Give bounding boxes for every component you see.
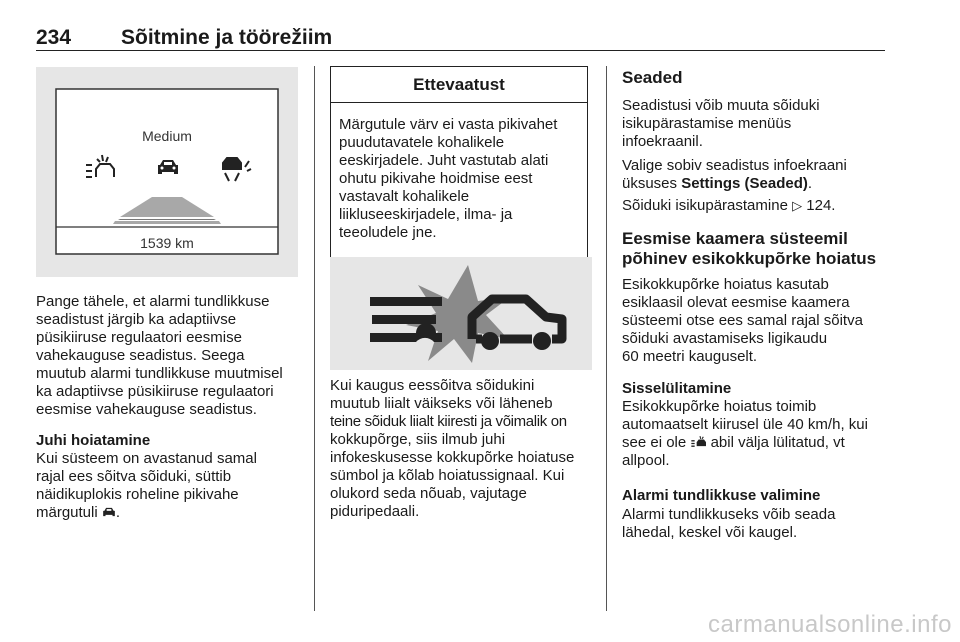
page-reference: 124. (806, 197, 836, 214)
text-line: allpool. (622, 452, 670, 469)
column-divider-2 (606, 66, 607, 611)
header-rule (36, 50, 885, 51)
paragraph-settings-select (622, 157, 892, 193)
watermark: carmanualsonline.info (708, 611, 952, 638)
caution-title: Ettevaatust (331, 67, 587, 103)
text-line: Valige sobiv seadistus infoekraani (622, 157, 847, 174)
text-line: muutub alarmi tundlikkuse muutmisel (36, 365, 283, 382)
text-line: sümbol ja kõlab hoiatussignaal. Kui (330, 467, 565, 484)
arrow-reference-icon: ▷ (792, 198, 803, 213)
text-line: . (115, 504, 121, 521)
caution-text (331, 103, 587, 242)
subheading-sensitivity: Alarmi tundlikkuse valimine (622, 487, 821, 504)
cross-reference (622, 197, 892, 215)
paragraph-activation (622, 398, 892, 470)
text-line: vahekauguse seadistus. Seega (36, 347, 245, 364)
display-illustration (36, 67, 298, 277)
text-line: sõiduki avastamiseks ligikaudu (622, 330, 828, 347)
text-line: Sõiduki isikupärastamine (622, 197, 788, 214)
subheading-activation: Sisselülitamine (622, 380, 732, 397)
text-line: Pange tähele, et alarmi tundlikkuse (36, 293, 270, 310)
text-line: Kui kaugus eessõitva sõidukini (330, 377, 535, 394)
car-left-icon (370, 297, 442, 342)
text-line: esiklaasil olevat eesmise kaamera (622, 294, 850, 311)
text-line: see ei ole (622, 434, 687, 451)
text-line: lähedal, keskel või kaugel. (622, 524, 798, 541)
odometer-readout: 1539 km (140, 235, 194, 251)
column-divider-1 (314, 66, 315, 611)
heading-settings: Seaded (622, 68, 683, 87)
collision-warning-illustration (330, 257, 592, 370)
paragraph-sensitivity-note (36, 293, 308, 419)
text-line: Esikokkupõrke hoiatus toimib (622, 398, 817, 415)
text-line: Eesmise kaamera süsteemil (622, 229, 848, 248)
text-line: 60 meetri kauguselt. (622, 348, 758, 365)
text-line: kokkupõrge, siis ilmub juhi (330, 431, 506, 448)
text-line: ohutu pikivahe hoidmise eest (339, 170, 533, 187)
text-line: infokeskusesse kokkupõrke hoiatuse (330, 449, 575, 466)
mode-label: Medium (142, 128, 192, 144)
text-line: püsikiiruse regulaatori eesmise (36, 329, 242, 346)
page-number: 234 (36, 26, 72, 49)
text-line: üksuses (622, 175, 682, 192)
caution-box (330, 66, 588, 261)
text-line: liikluseeskirjadele, ilma- ja (339, 206, 513, 223)
text-line: Alarmi tundlikkuseks võib seada (622, 506, 836, 523)
text-line: abil välja lülitatud, vt (710, 434, 845, 451)
text-line: Esikokkupõrke hoiatus kasutab (622, 276, 829, 293)
text-line: näidikuplokis roheline pikivahe (36, 486, 239, 503)
text-line: infoekraanil. (622, 133, 703, 150)
text-line: Kui süsteem on avastanud samal (36, 450, 257, 467)
text-line: Märgutule värv ei vasta pikivahet (339, 116, 558, 133)
heading-forward-collision (622, 229, 892, 269)
text-line: rajal ees sõitva sõiduki, süttib (36, 468, 232, 485)
text-line: teine sõiduk liialt kiiresti ja võimalik on (330, 413, 567, 430)
text-line: eesmise vahekauguse seadistus. (36, 401, 257, 418)
text-line: seadistust järgib ka adaptiivse (36, 311, 237, 328)
text-line: piduripedaali. (330, 503, 420, 520)
text-line: isikupärastamise menüüs (622, 115, 792, 132)
paragraph-sensitivity (622, 506, 892, 542)
text-line: muutub liialt väikseks või läheneb (330, 395, 553, 412)
page-header (36, 26, 885, 50)
text-line: eeskirjadele. Juht vastutab alati (339, 152, 549, 169)
vehicle-ahead-icon (102, 506, 116, 518)
text-line: automaatselt kiirusel üle 40 km/h, kui (622, 416, 868, 433)
paragraph-driver-alert (36, 450, 308, 522)
paragraph-forward-collision (622, 276, 892, 366)
text-line: teeoludele jne. (339, 224, 437, 241)
text-line: . (807, 175, 813, 192)
text-line: märgutuli (36, 504, 98, 521)
text-line: olukord seda nõuab, vajutage (330, 485, 527, 502)
page-title: Sõitmine ja töörežiim (121, 26, 333, 49)
text-line: ka adaptiivse püsikiiruse regulaatori (36, 383, 274, 400)
text-line: Seadistusi võib muuta sõiduki (622, 97, 820, 114)
text-line: süsteemi otse ees samal rajal sõitva (622, 312, 863, 329)
paragraph-settings (622, 97, 892, 151)
paragraph-collision-warning (330, 377, 598, 521)
text-line: puudutavatele kohalikele (339, 134, 505, 151)
text-line: vastavalt kohalikele (339, 188, 470, 205)
text-line: põhinev esikokkupõrke hoiatus (622, 249, 877, 268)
subheading-driver-alert: Juhi hoiatamine (36, 432, 151, 449)
collision-alert-switch-icon (690, 435, 706, 448)
menu-reference: Settings (Seaded) (681, 175, 808, 192)
